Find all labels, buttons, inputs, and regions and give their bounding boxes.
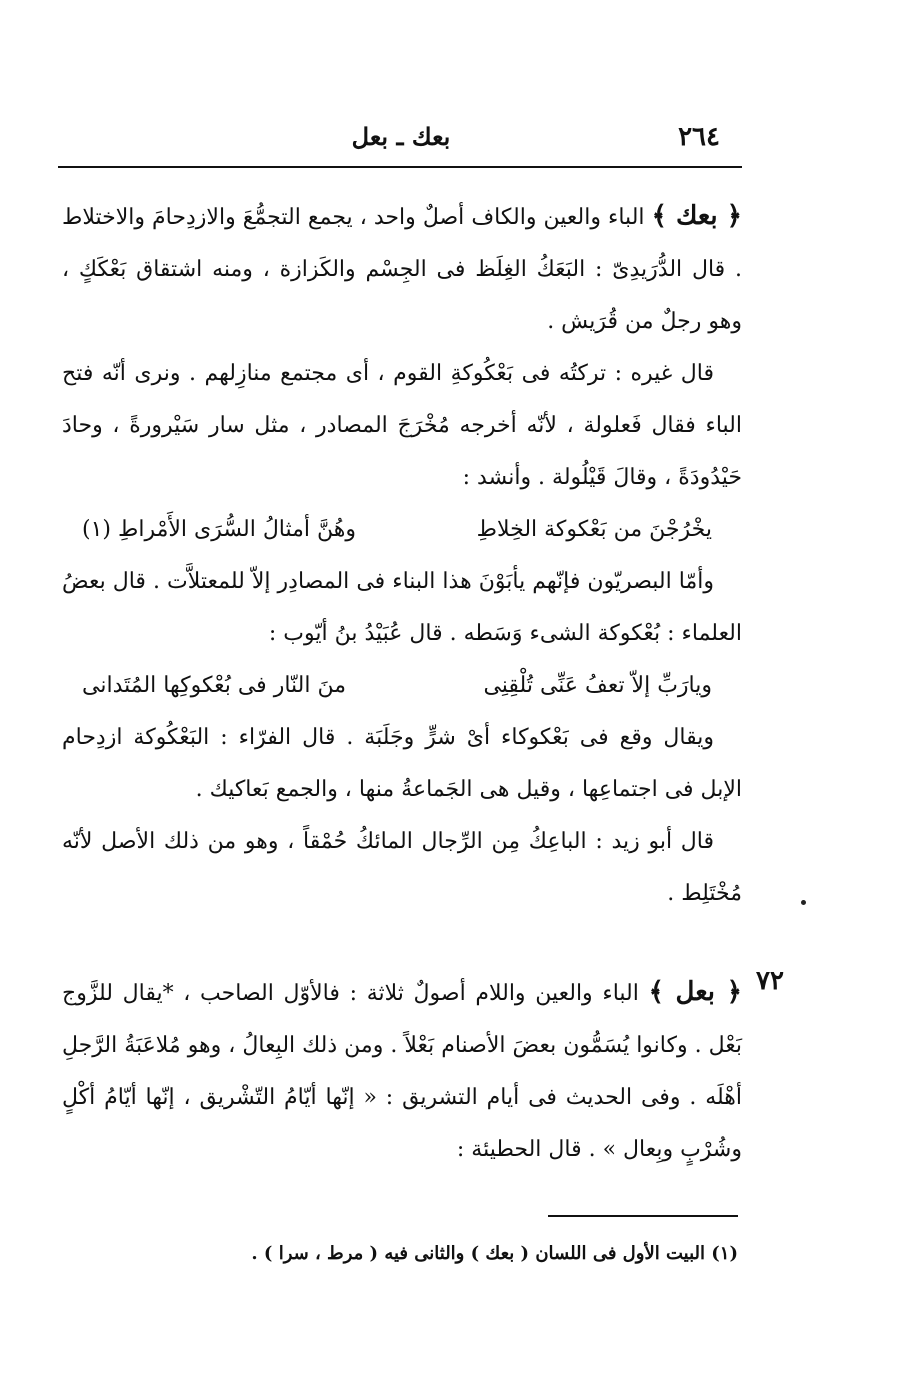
- verse-hemistich-first: يخْرُجْنَ من بَعْكوكة الخِلاطِ: [476, 517, 712, 542]
- footnote-rule: [548, 1215, 738, 1217]
- verse-hemistich-second: منَ النّار فى بُعْكوكِها المُتَدانى: [82, 673, 346, 698]
- headword-bak: ﴿ بعك ﴾: [651, 201, 743, 231]
- entry-bal: [62, 966, 742, 1176]
- page-header: [62, 118, 740, 166]
- paragraph-text: الباء والعين والكاف أصلٌ واحد ، يجمع التجمُّعَ والازدِحامَ والاختلاط . قال الدُّرَيدِىّ : البَعَكُ الغِلَظ فى الجِسْم والكَزازة ، ومنه اشتقاق بَعْكَكٍ ، وهو رجلٌ من قُرَيش .: [62, 205, 742, 334]
- verse-hemistich-second: وهُنَّ أمثالُ السُّرَى الأَمْراطِ (١): [82, 517, 357, 542]
- print-speck: [801, 900, 806, 905]
- entry-paragraph: [62, 966, 742, 1176]
- verse-line: [62, 504, 742, 556]
- verse-hemistich-first: ويارَبِّ إلاّ تعفُ عَنِّى تُلْقِنِى: [483, 673, 712, 698]
- entry-paragraph: [62, 190, 742, 348]
- running-title: بعك ـ بعل: [351, 122, 451, 151]
- entry-paragraph: ويقال وقع فى بَعْكوكاء أىْ شرٍّ وجَلَبَة . قال الفرّاء : البَعْكُوكة ازدِحام الإبل فى اجتماعِها ، وقيل هى الجَماعةُ منها ، والجمع بَعاكيك .: [62, 725, 742, 802]
- paragraph-text: الباء والعين واللام أصولٌ ثلاثة : فالأوّل الصاحب ، *يقال للزَّوج بَعْل . وكانوا يُسَمُّون بعضَ الأصنام بَعْلاً . ومن ذلك البِعالُ ، وهو مُلاعَبَةُ الرَّجلِ أهْلَه . وفى الحديث فى أيام التشريق : « إنّها أيّامُ التّشْريق ، إنّها أيّامُ أكْلٍ وشُرْبٍ وبِعال » . قال الحطيئة :: [62, 981, 742, 1162]
- footnote: (١) البيت الأول فى اللسان ( بعك ) والثانى فيه ( مرط ، سرا ) .: [251, 1243, 738, 1264]
- entry-number: ٧٢: [756, 966, 784, 996]
- entry-bak: [62, 190, 742, 920]
- page-number: ٢٦٤: [678, 122, 720, 152]
- entry-paragraph: قال غيره : تركتُه فى بَعْكُوكةِ القوم ، أى مجتمع منازِلهم . ونرى أنّه فتح الباء فقال فَعلولة ، لأنّه أخرجه مُخْرَجَ المصادر ، مثل سار سَيْرورةً ، وحادَ حَيْدُودَةً ، وقالَ قَيْلُولة . وأنشد :: [62, 361, 742, 490]
- entry-paragraph: قال أبو زيد : الباعِكُ مِن الرِّجال المائكُ حُمْقاً ، وهو من ذلك الأصل لأنّه مُخْتَلِط .: [62, 829, 742, 906]
- entry-paragraph: وأمّا البصريّون فإنّهم يأبَوْنَ هذا البناء فى المصادِر إلاّ للمعتلاَّت . قال بعضُ العلماء : بُعْكوكة الشىء وَسَطه . قال عُبَيْدُ بنُ أيّوب :: [62, 569, 742, 646]
- verse-line: [62, 660, 742, 712]
- header-rule: [58, 166, 742, 168]
- headword-bal: ﴿ بعل ﴾: [648, 977, 742, 1007]
